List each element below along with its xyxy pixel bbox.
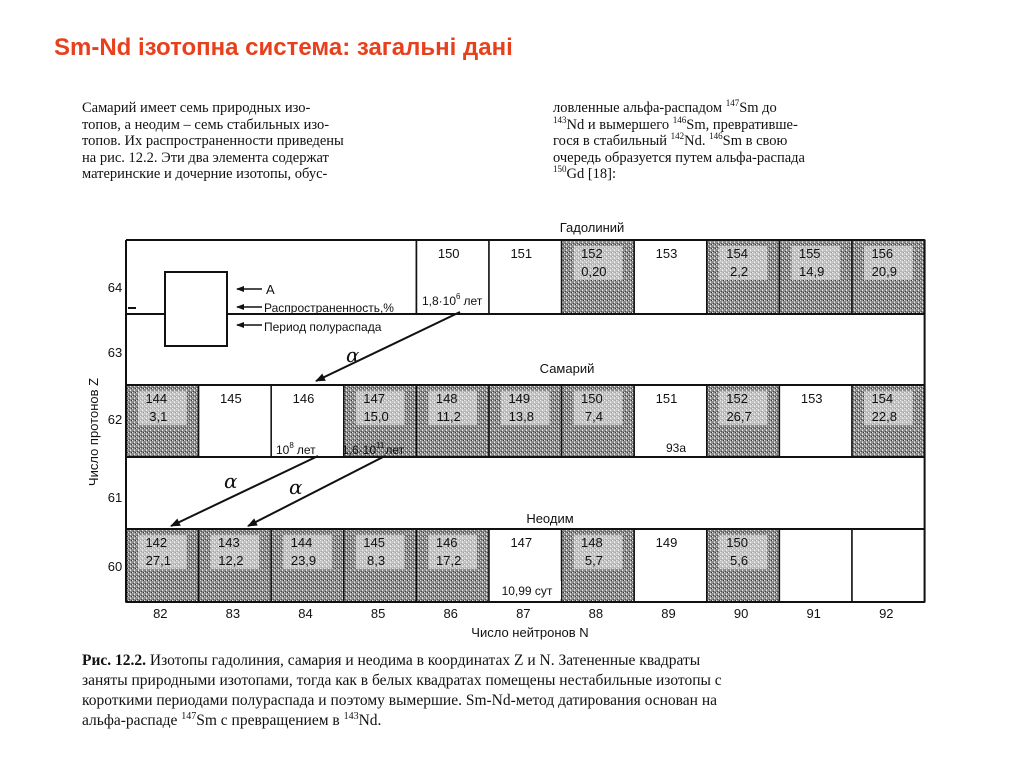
z-tick-label: 61 (107, 490, 123, 505)
n-tick-label: 86 (443, 606, 458, 621)
n-tick-label: 83 (225, 606, 241, 621)
isotope-mass: 142 (145, 535, 168, 550)
isotope-mass: 154 (871, 391, 894, 406)
gd-isotope-cell (779, 240, 852, 314)
sm-isotope-cell (126, 385, 199, 457)
isotope-mass: 155 (798, 246, 821, 261)
caption-line: альфа-распаде $^{147}$Sm с превращением в $^{143}$Nd. (82, 710, 382, 729)
sm-isotope-cell (852, 385, 925, 457)
n-tick-label: 91 (806, 606, 821, 621)
sm-isotope-cell (489, 385, 562, 457)
paragraph-line: $^{150}$Gd [18]: (553, 164, 617, 182)
legend-a-label: A (266, 282, 275, 297)
halflife-sm147: $1,6\cdot 10^{11}лет$ (342, 441, 405, 457)
isotope-abundance: 17,2 (436, 553, 462, 568)
isotope-abundance: 22,8 (871, 409, 897, 424)
caption-line: Рис. 12.2. Изотопы гадолиния, самария и неодима в координатах Z и N. Затененные квадраты (82, 652, 701, 669)
paragraph-line: на рис. 12.2. Эти два элемента содержат (82, 149, 329, 166)
alpha-symbol: α (346, 343, 360, 367)
element-label-gadolinium: Гадолиний (559, 220, 625, 235)
isotope-mass: 148 (581, 535, 603, 550)
n-tick-label: 88 (588, 606, 604, 621)
nd-isotope-cell (852, 529, 925, 602)
sm-isotope-cell (779, 385, 852, 457)
isotope-mass: 145 (220, 391, 242, 406)
nd-isotope-cell (344, 529, 417, 602)
isotope-abundance: 14,9 (799, 264, 825, 279)
paragraph-line: гося в стабильный $^{142}$Nd. $^{146}$Sm в свою (553, 131, 788, 149)
isotope-abundance: 0,20 (581, 264, 607, 279)
isotope-abundance: 5,7 (584, 553, 603, 568)
paragraph-line: очередь образуется путем альфа-распада (553, 149, 805, 166)
element-label-samarium: Самарий (539, 361, 595, 376)
isotope-mass: 146 (292, 391, 315, 406)
isotope-mass: 146 (435, 535, 458, 550)
isotope-mass: 145 (363, 535, 385, 550)
n-tick-label: 84 (298, 606, 313, 621)
isotope-abundance: 27,1 (145, 553, 171, 568)
z-tick-label: 63 (107, 345, 123, 360)
sm-isotope-cell (416, 385, 489, 457)
isotope-mass: 151 (510, 246, 533, 261)
legend-abundance-label: Распространенность,% (264, 301, 394, 315)
isotope-abundance: 2,2 (730, 264, 749, 279)
legend-box (165, 272, 227, 346)
isotope-mass: 152 (581, 246, 603, 261)
isotope-mass: 150 (726, 535, 748, 550)
isotope-mass: 147 (510, 535, 533, 550)
paragraph-line: материнские и дочерние изотопы, обус- (82, 166, 328, 182)
n-tick-label: 90 (733, 606, 749, 621)
isotope-abundance: 7,4 (584, 409, 603, 424)
gd-isotope-cell (852, 240, 925, 314)
legend-halflife-label: Период полураспада (264, 320, 382, 334)
isotope-mass: 149 (508, 391, 531, 406)
sm-isotope-cell (562, 385, 635, 457)
nd-isotope-cell (562, 529, 635, 602)
alpha-decay-arrow-sm147-nd143 (248, 456, 385, 526)
slide-title: Sm-Nd ізотопна система: загальні дані (54, 34, 513, 61)
n-tick-label: 82 (153, 606, 168, 621)
nd-isotope-cell (707, 529, 780, 602)
isotope-mass: 150 (437, 246, 460, 261)
paragraph-line: $^{143}$Nd и вымершего $^{146}$Sm, превративше- (553, 114, 798, 133)
z-tick-label: 62 (107, 412, 123, 427)
sm-isotope-cell (707, 385, 780, 457)
n-tick-label: 92 (879, 606, 894, 621)
gd-isotope-cell (489, 240, 562, 314)
nd-isotope-cell (199, 529, 272, 602)
paragraph-line: ловленные альфа-распадом $^{147}$Sm до (553, 98, 777, 116)
sm-isotope-cell (199, 385, 272, 457)
isotope-abundance: 15,0 (363, 409, 389, 424)
gd-isotope-cell (707, 240, 780, 314)
isotope-abundance: 11,2 (436, 409, 461, 424)
isotope-abundance: 23,9 (290, 553, 317, 568)
halflife-nd147: 10,99 сут (501, 584, 553, 598)
paragraph-line: топов, а неодим – семь стабильных изо- (82, 116, 330, 133)
isotope-abundance: 12,2 (218, 553, 244, 568)
isotope-mass: 151 (655, 391, 678, 406)
halflife-gd150: $1,8\cdot 10^6$ лет (422, 292, 483, 308)
isotope-abundance: 26,7 (726, 409, 752, 424)
nd-isotope-cell (126, 529, 199, 602)
nd-isotope-cell (634, 529, 707, 602)
n-tick-labels (153, 606, 893, 621)
halflife-sm151: 93а (665, 441, 687, 455)
nd-isotope-cell (271, 529, 344, 602)
isotope-mass: 153 (655, 246, 678, 261)
isotope-abundance: 5,6 (730, 553, 749, 568)
caption-line: короткими периодами полураспада и поэтому вымершие. Sm-Nd-метод датирования основан на (82, 692, 718, 709)
isotope-cells (126, 240, 925, 602)
isotope-mass: 153 (800, 391, 823, 406)
paragraph-line: топов. Их распространенности приведены (82, 133, 344, 149)
x-axis-title: Число нейтронов N (471, 625, 589, 640)
alpha-symbol: α (289, 475, 303, 499)
isotope-mass: 143 (218, 535, 240, 550)
element-label-neodymium: Неодим (526, 511, 574, 526)
isotope-abundance: 8,3 (367, 553, 386, 568)
z-tick-label: 64 (107, 280, 123, 295)
isotope-mass: 147 (363, 391, 385, 406)
isotope-mass: 148 (435, 391, 458, 406)
isotope-mass: 156 (871, 246, 894, 261)
isotope-mass: 144 (290, 535, 313, 550)
caption-line: заняты природными изотопами, тогда как в белых квадратах помещены нестабильные изотопы с (82, 672, 722, 689)
isotope-mass: 150 (581, 391, 603, 406)
n-tick-label: 85 (370, 606, 386, 621)
nd-isotope-cell (416, 529, 489, 602)
figure-caption (82, 651, 932, 731)
isotope-mass: 149 (655, 535, 678, 550)
isotope-mass: 154 (726, 246, 748, 261)
isotope-abundance: 20,9 (871, 264, 897, 279)
n-tick-label: 89 (661, 606, 676, 621)
gd-isotope-cell (562, 240, 635, 314)
halflife-sm146: $10^8$ лет (276, 441, 316, 457)
n-tick-label: 87 (516, 606, 531, 621)
z-tick-label: 60 (107, 559, 123, 574)
isotope-mass: 144 (145, 391, 168, 406)
isotope-abundance: 13,8 (508, 409, 534, 424)
isotope-mass: 152 (726, 391, 748, 406)
paragraph-line: Самарий имеет семь природных изо- (82, 100, 311, 116)
y-axis-title: Число протонов Z (86, 377, 101, 487)
alpha-symbol: α (224, 469, 238, 493)
isotope-abundance: 3,1 (149, 409, 168, 424)
nd-isotope-cell (779, 529, 852, 602)
gd-isotope-cell (634, 240, 707, 314)
caption-lead: Рис. 12.2. (82, 652, 147, 669)
